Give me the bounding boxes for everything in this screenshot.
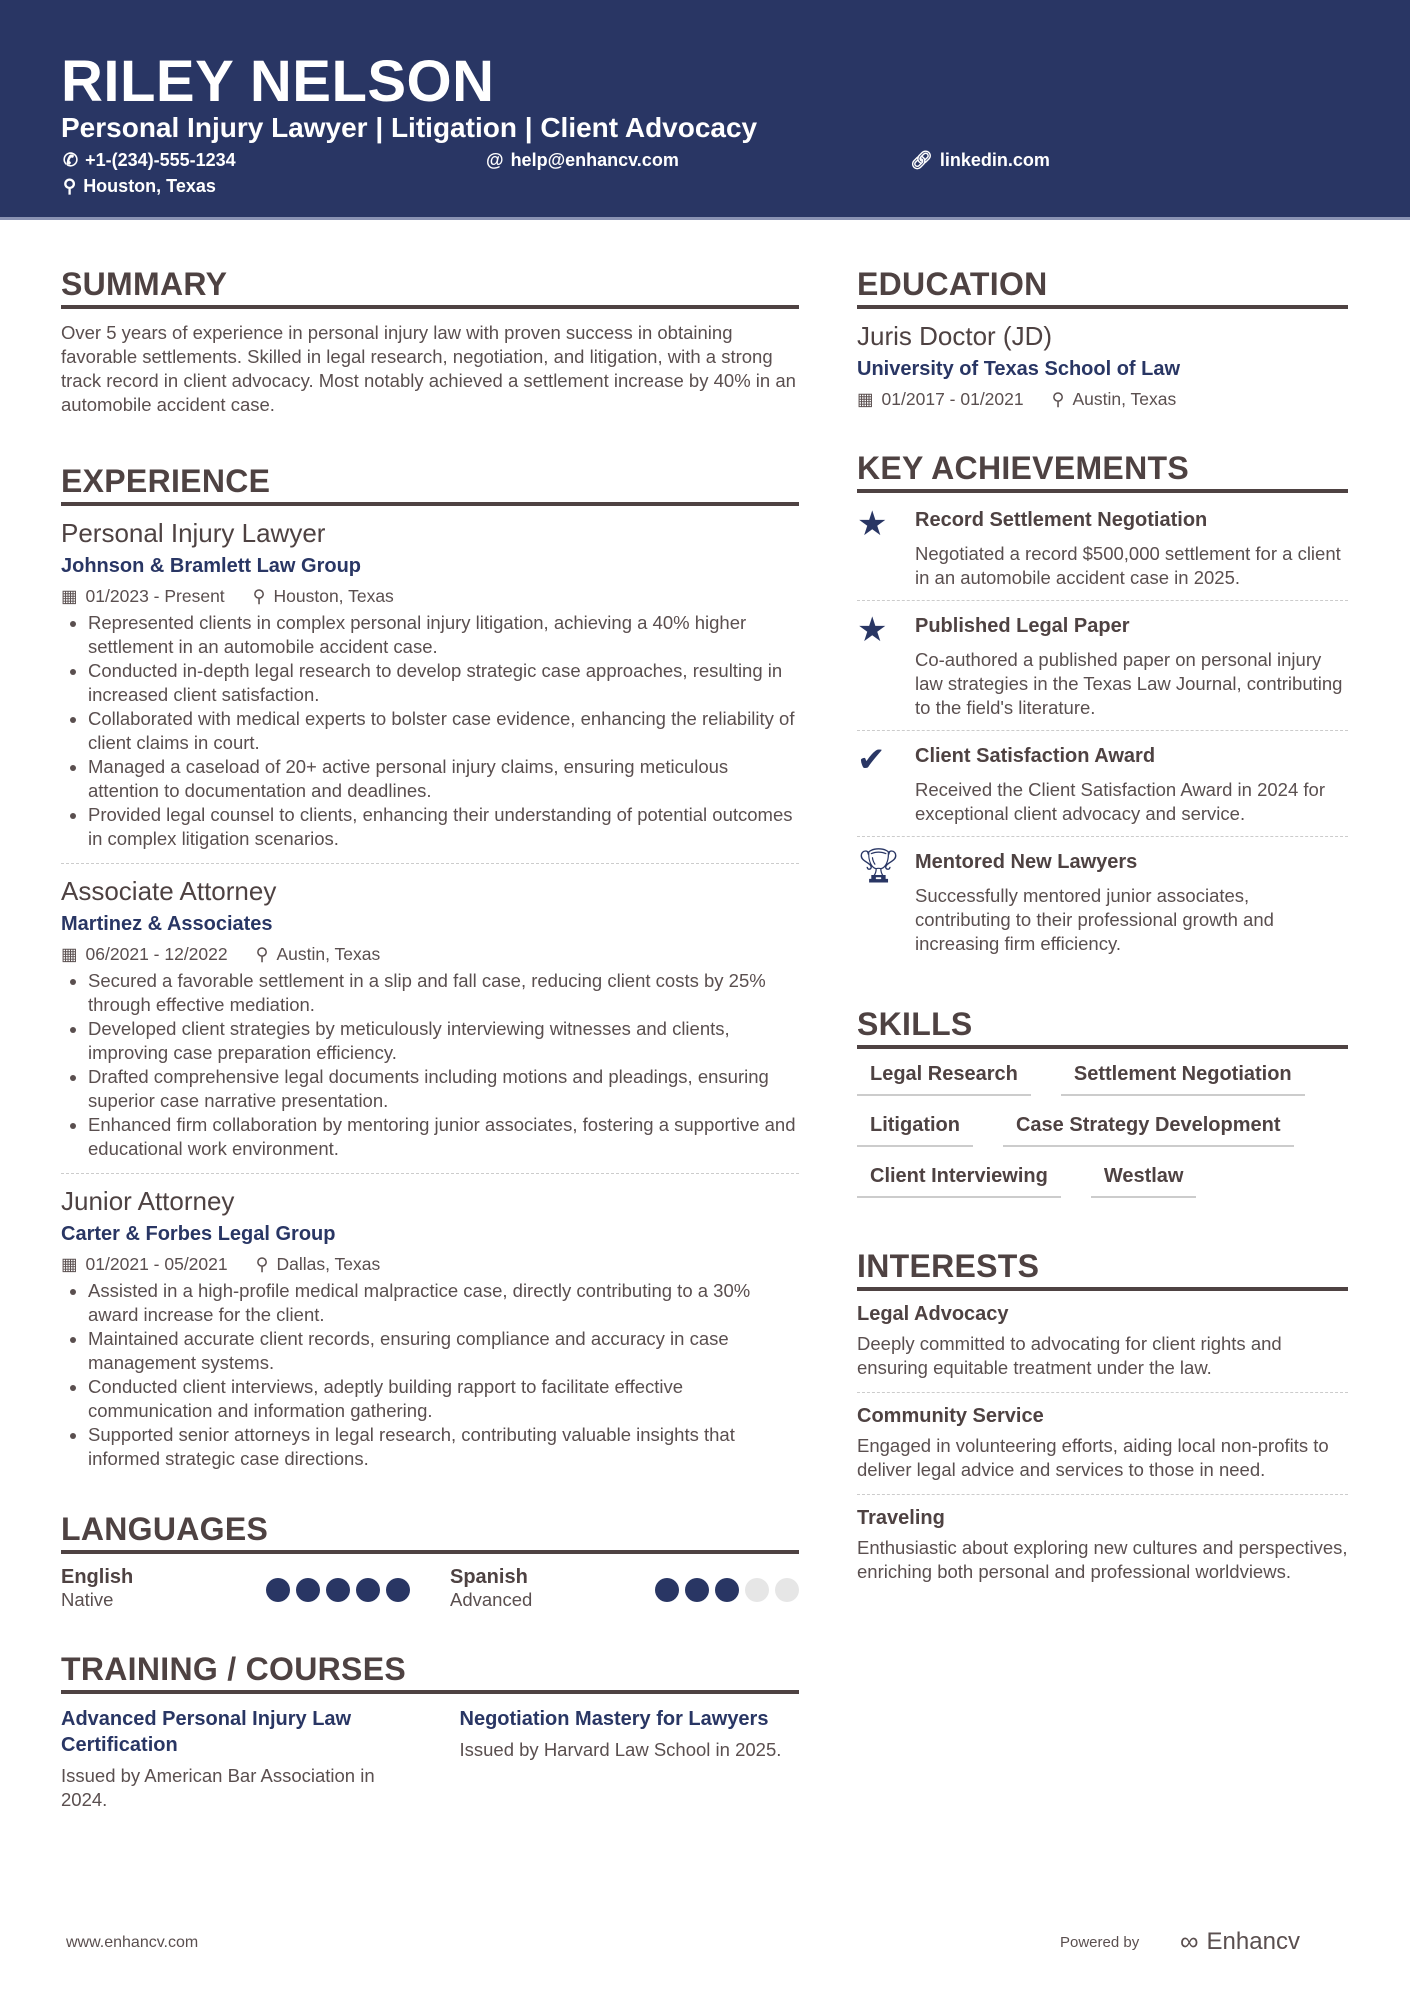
job-bullets: [61, 1279, 799, 1471]
star-icon: ★: [857, 611, 888, 649]
course-title: Negotiation Mastery for Lawyers: [459, 1708, 769, 1730]
company-name: Carter & Forbes Legal Group: [61, 1223, 336, 1245]
calendar-icon: ▦: [61, 586, 78, 606]
job-location: Houston, Texas: [273, 586, 394, 606]
language-level: Advanced: [450, 1589, 533, 1610]
rating-dot: [326, 1578, 350, 1602]
interest-desc: Deeply committed to advocating for client rights and ensuring equitable treatment under the law.: [857, 1333, 1282, 1378]
skill-tag: Westlaw: [1091, 1165, 1197, 1198]
course-desc: Issued by American Bar Association in 2024.: [61, 1765, 375, 1810]
rating-dot: [775, 1578, 799, 1602]
achievement-item: [857, 611, 1348, 731]
job-title: Junior Attorney: [61, 1186, 235, 1216]
logo-text: Enhancv: [1206, 1927, 1300, 1955]
resume-header: [0, 0, 1410, 220]
rating-dot: [655, 1578, 679, 1602]
section-heading: LANGUAGES: [61, 1511, 799, 1554]
course-title: Advanced Personal Injury Law Certification: [61, 1708, 352, 1756]
section-heading: SUMMARY: [61, 266, 799, 309]
job-entry: [61, 518, 799, 864]
achievement-title: Published Legal Paper: [915, 615, 1130, 637]
interests-section: [857, 1248, 1348, 1584]
candidate-title: Personal Injury Lawyer | Litigation | Client Advocacy: [61, 112, 758, 143]
achievement-title: Mentored New Lawyers: [915, 851, 1138, 873]
interest-item: [857, 1405, 1348, 1495]
rating-dot: [386, 1578, 410, 1602]
divider: [61, 1173, 799, 1174]
calendar-icon: ▦: [61, 944, 78, 964]
education-section: [857, 266, 1348, 410]
bullet: • Assisted in a high-profile medical malpractice case, directly contributing to a 30% award increase for the client.: [88, 1279, 799, 1327]
achievement-desc: Negotiated a record $500,000 settlement for a client in an automobile accident case in 2025.: [915, 543, 1341, 588]
section-heading: EXPERIENCE: [61, 463, 799, 506]
edu-dates: 01/2017 - 01/2021: [881, 389, 1024, 409]
bullet: • Provided legal counsel to clients, enhancing their understanding of potential outcomes in complex litigation scenarios.: [88, 803, 799, 851]
divider: [857, 730, 1348, 731]
rating-dot: [266, 1578, 290, 1602]
job-bullets: [61, 611, 799, 851]
powered-by: Powered by: [1060, 1934, 1140, 1951]
skill-tag: Settlement Negotiation: [1061, 1063, 1305, 1096]
section-heading: EDUCATION: [857, 266, 1348, 309]
achievement-title: Client Satisfaction Award: [915, 745, 1156, 767]
email-link[interactable]: help@enhancv.com: [510, 150, 679, 170]
candidate-name: RILEY NELSON: [61, 49, 495, 114]
phone-text: +1-(234)-555-1234: [85, 150, 236, 170]
calendar-icon: ▦: [61, 1254, 78, 1274]
star-icon: ★: [857, 505, 888, 543]
section-heading: SKILLS: [857, 1006, 1348, 1049]
bullet: • Maintained accurate client records, ensuring compliance and accuracy in case management systems.: [88, 1327, 799, 1375]
job-location: Dallas, Texas: [276, 1254, 381, 1274]
company-name: Martinez & Associates: [61, 913, 273, 935]
left-column: [61, 266, 799, 1852]
bullet: • Conducted client interviews, adeptly building rapport to facilitate effective communication and information gathering.: [88, 1375, 799, 1423]
language-item: [61, 1566, 410, 1611]
achievement-desc: Co-authored a published paper on personal injury law strategies in the Texas Law Journal, contributing to the field's literature.: [915, 649, 1343, 718]
summary-text: Over 5 years of experience in personal injury law with proven success in obtaining favorable settlements. Skilled in legal research, negotiation, and litigation, with a strong track record in client advocacy. Most notably achieved a settlement increase by 40% in an automobile accident case.: [61, 322, 796, 415]
section-heading: KEY ACHIEVEMENTS: [857, 450, 1348, 493]
job-dates: 01/2021 - 05/2021: [85, 1254, 228, 1274]
language-item: [450, 1566, 799, 1611]
bullet: • Developed client strategies by meticulously interviewing witnesses and clients, improving case preparation efficiency.: [88, 1017, 799, 1065]
job-title: Personal Injury Lawyer: [61, 518, 326, 548]
divider: [857, 836, 1348, 837]
job-title: Associate Attorney: [61, 876, 277, 906]
job-location: Austin, Texas: [276, 944, 381, 964]
achievement-item: [857, 741, 1348, 837]
course-desc: Issued by Harvard Law School in 2025.: [459, 1739, 782, 1760]
job-entry: [61, 1186, 799, 1471]
language-rating: [655, 1578, 799, 1611]
achievements-section: [857, 450, 1348, 966]
interest-title: Traveling: [857, 1507, 945, 1529]
trophy-icon: 🏆︎: [857, 847, 901, 885]
right-column: [857, 266, 1348, 1624]
edu-location: Austin, Texas: [1072, 389, 1177, 409]
rating-dot: [745, 1578, 769, 1602]
skills-section: [857, 1006, 1348, 1198]
interest-item: [857, 1303, 1348, 1393]
rating-dot: [296, 1578, 320, 1602]
phone-icon: ✆: [63, 150, 79, 170]
job-dates: 06/2021 - 12/2022: [85, 944, 228, 964]
email[interactable]: [486, 150, 679, 171]
divider: [857, 1392, 1348, 1393]
linkedin[interactable]: [910, 150, 1050, 171]
interest-desc: Engaged in volunteering efforts, aiding local non-profits to deliver legal advice and services to those in need.: [857, 1435, 1329, 1480]
bullet: • Drafted comprehensive legal documents including motions and pleadings, ensuring superior case narrative presentation.: [88, 1065, 799, 1113]
calendar-icon: ▦: [857, 389, 874, 409]
linkedin-link[interactable]: linkedin.com: [939, 150, 1050, 170]
bullet: • Enhanced firm collaboration by mentoring junior associates, fostering a supportive and educational work environment.: [88, 1113, 799, 1161]
bullet: • Secured a favorable settlement in a slip and fall case, reducing client costs by 25% through effective mediation.: [88, 969, 799, 1017]
achievement-title: Record Settlement Negotiation: [915, 509, 1208, 531]
rating-dot: [685, 1578, 709, 1602]
interest-desc: Enthusiastic about exploring new cultures and perspectives, enriching both personal and professional worldviews.: [857, 1537, 1348, 1582]
language-name: Spanish: [450, 1566, 528, 1588]
location-pin-icon: ⚲: [255, 944, 269, 964]
at-icon: @: [486, 150, 504, 170]
location-pin-icon: ⚲: [1051, 389, 1065, 409]
section-heading: TRAINING / COURSES: [61, 1651, 799, 1694]
experience-section: [61, 463, 799, 1471]
bullet: • Managed a caseload of 20+ active personal injury claims, ensuring meticulous attention to documentation and deadlines.: [88, 755, 799, 803]
location-pin-icon: ⚲: [63, 176, 77, 196]
phone: [63, 150, 236, 171]
section-heading: INTERESTS: [857, 1248, 1348, 1291]
job-entry: [61, 876, 799, 1174]
skill-tag: Client Interviewing: [857, 1165, 1061, 1198]
job-dates: 01/2023 - Present: [85, 586, 225, 606]
language-name: English: [61, 1566, 134, 1588]
company-name: Johnson & Bramlett Law Group: [61, 555, 362, 577]
bullet: • Conducted in-depth legal research to develop strategic case approaches, resulting in increased client satisfaction.: [88, 659, 799, 707]
bullet: • Supported senior attorneys in legal research, contributing valuable insights that informed strategic case directions.: [88, 1423, 799, 1471]
location: [63, 176, 216, 197]
skill-tag: Litigation: [857, 1114, 973, 1147]
achievement-desc: Received the Client Satisfaction Award in 2024 for exceptional client advocacy and service.: [915, 779, 1325, 824]
rating-dot: [356, 1578, 380, 1602]
divider: [61, 863, 799, 864]
training-section: [61, 1651, 799, 1812]
languages-section: [61, 1511, 799, 1611]
school: University of Texas School of Law: [857, 358, 1181, 380]
degree: Juris Doctor (JD): [857, 321, 1053, 351]
enhancv-logo: [1180, 1926, 1300, 1957]
summary-section: [61, 266, 799, 417]
divider: [857, 1494, 1348, 1495]
link-icon: 🔗︎: [910, 150, 933, 170]
language-level: Native: [61, 1589, 114, 1610]
location-pin-icon: ⚲: [255, 1254, 269, 1274]
language-rating: [266, 1578, 410, 1611]
check-icon: ✔: [857, 741, 886, 779]
location-text: Houston, Texas: [83, 176, 216, 196]
rating-dot: [715, 1578, 739, 1602]
achievement-item: [857, 505, 1348, 601]
job-bullets: [61, 969, 799, 1161]
footer-url[interactable]: www.enhancv.com: [66, 1934, 199, 1951]
bullet: • Represented clients in complex personal injury litigation, achieving a 40% higher settlement in an automobile accident case.: [88, 611, 799, 659]
course-item: [460, 1706, 800, 1812]
skill-tag: Legal Research: [857, 1063, 1031, 1096]
logo-icon: ∞: [1180, 1926, 1199, 1956]
interest-item: [857, 1507, 1348, 1584]
achievement-item: [857, 847, 1348, 966]
interest-title: Community Service: [857, 1405, 1044, 1427]
skill-tag: Case Strategy Development: [1003, 1114, 1294, 1147]
course-item: [61, 1706, 401, 1812]
location-pin-icon: ⚲: [252, 586, 266, 606]
achievement-desc: Successfully mentored junior associates, contributing to their professional growth and increasing firm efficiency.: [915, 885, 1274, 954]
bullet: • Collaborated with medical experts to bolster case evidence, enhancing the reliability of client claims in court.: [88, 707, 799, 755]
interest-title: Legal Advocacy: [857, 1303, 1009, 1325]
divider: [857, 600, 1348, 601]
